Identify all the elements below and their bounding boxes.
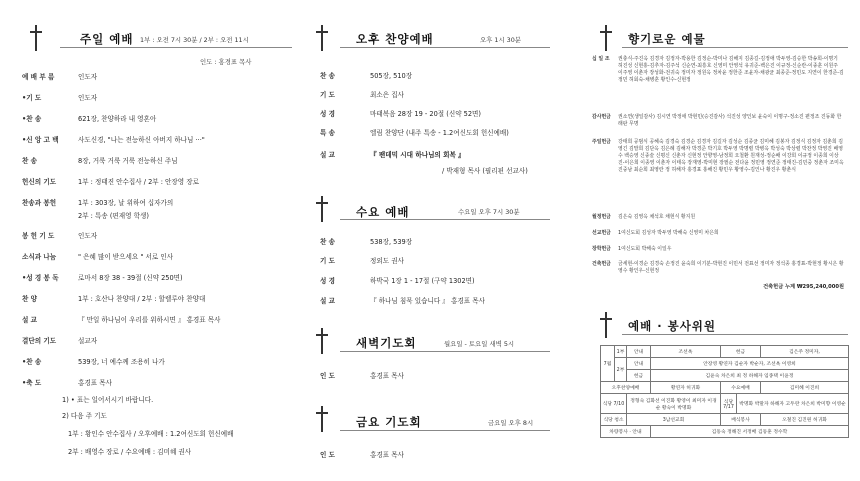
note-line: 1부 : 황인수 안수집사 / 오후예배 : 1.2여신도회 헌신예배 xyxy=(68,430,234,438)
offering-row: 주일헌금 강태희 공범식 공혜숙 김경숙 김경순 김경자 김길자 김성순 김종균 김미혜 김봉자 김정식 김정자 김춘희 김영긴 김말희 김단옥 김은례 김해자 박경준 박기호 박두영 박명렬 박병옥 박성숙 박상렬 박찬정 박영진 배영수 백승영 신종술 신평신 신춘자 신현정 안향영-남정희 오철환 원재성-정순배 이강희 이규정 이종희 이상진-이은희 이종영 이춘자 이태옥 장재영-박미현 장필순 전다윤 정민영 정연준 정태진-김민중 정춘자 조미옥 진중남 최순희 최영란 정 허해자 홍경표 홍해진 황민우 황영수-김인나 황진우 황춘식 xyxy=(592,139,844,173)
wednesday-row: 설 교 『 하나님 침묵 있습니다 』 홍경표 목사 xyxy=(320,297,485,305)
table-cell: 정형숙 김화선 이진화 황영이 최미자 이경순 황숙이 박명화 xyxy=(627,394,721,414)
building-fund-total: 건축헌금 누계 ₩295,240,000원 xyxy=(763,284,844,290)
offering-row: 십 일 조 권충식-주진옥 김경자 김정자-박용한 김정순-박미나 김해지 김종길-김정애 박두영-김승한 박송희-이명기 허진성 신현홍-김추자-김주석 신순연-최흥호 신영미 안영석 유귀준-백은진 이규정-신순란-이종훈 이원주 이주영 이춘자 장성화-전귀숙 정미자 정원옥 정차윤 정한준 조윤자-채광균 최종준-정민도 지연이 한경준-김정민 허회숙-채병훈 황인수-신현정 xyxy=(592,56,844,83)
cross-icon xyxy=(598,312,614,338)
table-row xyxy=(601,382,849,394)
cross-icon xyxy=(314,328,330,354)
order-row: •기 도 인도자 xyxy=(22,94,98,102)
order-row: •찬 송 539장, 너 예수께 조용히 나가 xyxy=(22,358,165,366)
order-row: •신 앙 고 백 사도신경, "나는 전능하신 아버지 하나님 ···" xyxy=(22,136,205,144)
table-cell: 수요예배 xyxy=(721,382,761,394)
afternoon-row: 기 도 최소은 집사 xyxy=(320,91,404,99)
order-row: 예 배 부 름 인도자 xyxy=(22,73,98,81)
order-row: •축 도 홍경표 목사 xyxy=(22,379,112,387)
table-cell: 1부 xyxy=(615,346,627,358)
cross-icon xyxy=(314,196,330,222)
friday-row: 인 도 홍경표 목사 xyxy=(320,451,404,459)
order-row: 봉 헌 기 도 인도자 xyxy=(22,232,98,240)
table-cell: 차량봉사 · 안내 xyxy=(601,426,651,438)
dawn-prayer-time: 월요일 - 토요일 새벽 5시 xyxy=(444,340,515,348)
table-cell: 오후찬양예배 xyxy=(601,382,651,394)
wednesday-row: 기 도 정외도 권사 xyxy=(320,257,404,265)
afternoon-row: / 박재형 목사 (필리핀 선교사) xyxy=(442,167,528,175)
order-row: 소식과 나눔 " 은혜 많이 받으세요 " 서로 인사 xyxy=(22,253,174,261)
divider xyxy=(340,47,550,48)
table-cell: 안내 xyxy=(627,358,651,370)
table-cell: 황연자 허귀화 xyxy=(651,382,721,394)
order-row: 헌신의 기도 1부 : 정태진 안수집사 / 2부 : 안장영 장로 xyxy=(22,178,199,186)
table-row xyxy=(601,358,849,370)
offering-row: 월정헌금 김은숙 김영옥 채석호 채현식 황지원 xyxy=(592,214,696,220)
sunday-worship-column xyxy=(22,0,284,481)
offering-title: 향기로운 예물 xyxy=(628,32,706,46)
cross-icon xyxy=(314,406,330,432)
order-row: 2부 : 특송 (편재영 학생) xyxy=(78,212,149,220)
afternoon-worship-time: 오후 1시 30분 xyxy=(480,36,521,44)
order-row: 결단의 기도 설교자 xyxy=(22,337,98,345)
table-cell: 헌금 xyxy=(721,346,761,358)
dawn-row: 인 도 홍경표 목사 xyxy=(320,372,404,380)
offering-column xyxy=(592,0,854,481)
sunday-worship-leader: 인도 : 홍경표 목사 xyxy=(200,58,252,66)
wednesday-row: 찬 송 538장, 539장 xyxy=(320,238,413,246)
offering-row: 장학헌금 1여신도회 박해숙 이일우 xyxy=(592,246,672,252)
wednesday-worship-time: 수요일 오후 7시 30분 xyxy=(458,208,520,216)
divider xyxy=(340,430,550,431)
table-row xyxy=(601,414,849,426)
note-line: 2) 다음 주 기도 xyxy=(62,412,107,420)
table-cell: 2부 xyxy=(615,358,627,382)
divider xyxy=(622,47,848,48)
afternoon-worship-title: 오후 찬양예배 xyxy=(356,32,434,46)
divider xyxy=(60,47,292,48)
afternoon-row: 특 송 엘림 찬양단 (내주 특송 - 1.2여신도회 헌신예배) xyxy=(320,129,509,137)
order-row: 찬송과 봉헌 1부 : 303장, 날 위하여 십자가의 xyxy=(22,199,174,207)
table-cell: 안내 xyxy=(627,346,651,358)
order-row: •찬 송 621장, 찬양하라 내 영혼아 xyxy=(22,115,157,123)
service-committee-table xyxy=(600,345,849,438)
table-cell: 김은주 정미자, xyxy=(761,346,849,358)
table-cell: 김미혜 이진희 xyxy=(761,382,849,394)
cross-icon xyxy=(314,25,330,51)
divider xyxy=(340,219,550,220)
table-cell: 김윤숙 차은희 최 정 하해자 임종택 이윤정 xyxy=(651,370,849,382)
offering-row: 감사헌금 권소연(생일감사) 김시연 박정애 박현민(승진감사) 석진성 양인보 윤숙이 이명구-정소진 편정조 진동화 한래판 무명 xyxy=(592,114,842,127)
order-row: •성 경 봉 독 로마서 8장 38 - 39절 (신약 250면) xyxy=(22,274,183,282)
afternoon-row: 찬 송 505장, 510장 xyxy=(320,72,413,80)
table-row xyxy=(601,426,849,438)
table-cell: 박명화 박말자 하해자 고두란 차은희 박미향 이영순 xyxy=(737,394,849,414)
table-cell: 7월 xyxy=(601,346,615,382)
order-row: 찬 송 8장, 거룩 거룩 거룩 전능하신 주님 xyxy=(22,157,178,165)
table-cell: 헌금 xyxy=(627,370,651,382)
order-row: 찬 양 1부 : 호산나 찬양대 / 2부 : 할렐루야 찬양대 xyxy=(22,295,206,303)
table-cell: 3남선교회 xyxy=(627,414,721,426)
divider xyxy=(340,351,550,352)
wednesday-worship-title: 수요 예배 xyxy=(356,205,410,219)
table-row xyxy=(601,370,849,382)
table-cell: 안장영 황연자 김순자 박순자, 조선옥 이영희 xyxy=(651,358,849,370)
note-line: 2부 : 배영수 장로 / 수요예배 : 김미혜 권사 xyxy=(68,448,192,456)
table-row xyxy=(601,394,849,414)
note-line: 1) • 표는 일어서시기 바랍니다. xyxy=(62,396,154,404)
friday-prayer-title: 금요 기도회 xyxy=(356,415,422,429)
table-row xyxy=(601,346,849,358)
table-cell: 오철진 김진원 허귀화 xyxy=(761,414,849,426)
table-cell: 식당 청소 xyxy=(601,414,627,426)
sunday-worship-title: 주일 예배 xyxy=(80,32,134,46)
offering-row: 건축헌금 금세현-이경순 김경숙 손정진 윤숙희 이기분-박현진 이민서 전표선 정미자 정석종 홍경표-박현정 황시은 황영수 황인우-신현정 xyxy=(592,261,844,274)
sunday-worship-time: 1부 : 오전 7시 30분 / 2부 : 오전 11시 xyxy=(140,36,249,44)
table-cell: 식당 7/10 xyxy=(601,394,627,414)
other-services-column xyxy=(310,0,550,481)
table-cell: 조선옥 xyxy=(651,346,721,358)
afternoon-row: 설 교 『 팬데믹 시대 하나님의 회복 』 xyxy=(320,151,465,159)
table-cell: 식당 7/17 xyxy=(721,394,737,414)
table-cell: 김동숙 정해진 서정배 김동훈 정수학 xyxy=(651,426,849,438)
cross-icon xyxy=(28,25,44,51)
offering-row: 선교헌금 1여신도회 김성자 박두영 박해숙 신영미 차은희 xyxy=(592,230,719,236)
divider xyxy=(622,334,848,335)
table-cell: 배식봉사 xyxy=(721,414,761,426)
afternoon-row: 성 경 마태복음 28장 19 - 20절 (신약 52면) xyxy=(320,110,481,118)
order-row: 설 교 『 만일 하나님이 우리를 위하시면 』 홍경표 목사 xyxy=(22,316,221,324)
service-committee-title: 예배 · 봉사위원 xyxy=(628,319,717,333)
dawn-prayer-title: 새벽기도회 xyxy=(356,336,417,350)
cross-icon xyxy=(598,25,614,51)
friday-prayer-time: 금요일 오후 8시 xyxy=(488,419,534,427)
wednesday-row: 성 경 하박국 1장 1 - 17절 (구약 1302면) xyxy=(320,277,475,285)
